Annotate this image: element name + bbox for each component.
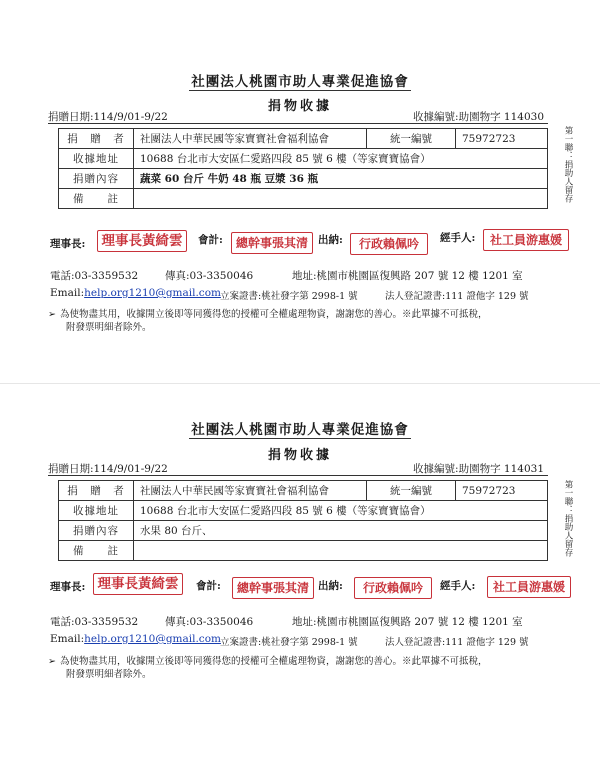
- notice-line-2: 附發票明細者除外。: [66, 669, 152, 680]
- date-value: 114/9/01-9/22: [93, 111, 168, 123]
- handler-seal: 社工員游惠媛: [483, 229, 569, 251]
- address-value: 10688 台北市大安區仁愛路四段 85 號 6 樓（等家寶寶協會）: [134, 149, 548, 169]
- table-row: [59, 521, 548, 541]
- donor-value: 社團法人中華民國等家寶寶社會福利協會: [134, 481, 367, 501]
- address-label: 收據地址: [59, 149, 134, 169]
- notice-line-1: 為使物盡其用，收據開立後即等同獲得您的授權可全權處理物資，謝謝您的善心。※此單據不可抵稅，: [60, 656, 488, 667]
- table-row: [59, 481, 548, 501]
- date-label: 捐贈日期:: [48, 111, 94, 123]
- donation-date: [48, 461, 168, 476]
- table-row: [59, 169, 548, 189]
- copy-note: 第一聯：捐助人留存: [563, 126, 573, 203]
- email-label: Email:: [50, 633, 85, 645]
- phone: 電話:03-3359532: [50, 270, 139, 282]
- tax-id-label: 統一編號: [367, 129, 456, 149]
- legal-registration: 法人登記證書:111 證他字 129 號: [385, 637, 529, 648]
- remark-value: [134, 189, 548, 209]
- header-rule: [48, 123, 548, 124]
- phone: 電話:03-3359532: [50, 616, 139, 628]
- handler-seal: 社工員游惠媛: [487, 576, 571, 598]
- cashier-seal: 行政賴佩吟: [350, 233, 428, 255]
- table-row: [59, 541, 548, 561]
- email-line: [50, 287, 221, 299]
- content-label: 捐贈內容: [59, 521, 134, 541]
- handler-label: 經手人:: [440, 580, 476, 592]
- chair-label: 理事長:: [50, 238, 86, 250]
- donor-label: 捐 贈 者: [59, 129, 134, 149]
- chair-seal: 理事長黃綺雲: [97, 230, 187, 252]
- donation-info-table: [58, 128, 548, 209]
- fax: 傳真:03-3350046: [165, 270, 254, 282]
- table-row: [59, 149, 548, 169]
- accounting-seal: 總幹事張其清: [231, 232, 313, 254]
- receipt-2: [0, 383, 600, 766]
- receipt-number: [413, 109, 544, 124]
- accounting-label: 會計:: [196, 580, 221, 592]
- doc-title: 捐物收據: [267, 448, 332, 463]
- notice: [48, 655, 568, 681]
- doc-title: 捐物收據: [267, 99, 332, 114]
- email-label: Email:: [50, 287, 85, 299]
- receipt-number: [413, 461, 544, 476]
- remark-label: 備 註: [59, 189, 134, 209]
- tax-id-value: 75972723: [456, 129, 548, 149]
- remark-label: 備 註: [59, 541, 134, 561]
- email-link[interactable]: help.org1210@gmail.com: [84, 633, 221, 645]
- office-address: 地址:桃園市桃園區復興路 207 號 12 樓 1201 室: [292, 616, 523, 628]
- legal-registration: 法人登記證書:111 證他字 129 號: [385, 291, 529, 302]
- notice: [48, 308, 568, 334]
- donor-label: 捐 贈 者: [59, 481, 134, 501]
- email-line: [50, 633, 221, 645]
- address-label: 收據地址: [59, 501, 134, 521]
- date-value: 114/9/01-9/22: [93, 463, 168, 475]
- date-label: 捐贈日期:: [48, 463, 94, 475]
- cashier-seal: 行政賴佩吟: [354, 577, 432, 599]
- copy-note: 第一聯：捐助人留存: [563, 480, 573, 557]
- remark-value: [134, 541, 548, 561]
- cashier-label: 出納:: [318, 234, 343, 246]
- receipt-no-value: 助園物字 114031: [458, 463, 544, 475]
- fax: 傳真:03-3350046: [165, 616, 254, 628]
- cashier-label: 出納:: [318, 580, 343, 592]
- accounting-seal: 總幹事張其清: [232, 577, 314, 599]
- chair-seal: 理事長黃綺雲: [93, 573, 183, 595]
- content-label: 捐贈內容: [59, 169, 134, 189]
- arrow-right-icon: ➢: [48, 656, 56, 667]
- registration: 立案證書:桃社發字第 2998-1 號: [220, 291, 358, 302]
- header-rule: [48, 475, 548, 476]
- accounting-label: 會計:: [198, 234, 223, 246]
- table-row: [59, 501, 548, 521]
- org-title: 社團法人桃園市助人專業促進協會: [191, 422, 409, 438]
- org-title: 社團法人桃園市助人專業促進協會: [191, 74, 409, 90]
- donation-info-table: [58, 480, 548, 561]
- handler-label: 經手人:: [440, 232, 476, 244]
- donor-value: 社團法人中華民國等家寶寶社會福利協會: [134, 129, 367, 149]
- address-value: 10688 台北市大安區仁愛路四段 85 號 6 樓（等家寶寶協會）: [134, 501, 548, 521]
- receipt-no-value: 助園物字 114030: [458, 111, 544, 123]
- office-address: 地址:桃園市桃園區復興路 207 號 12 樓 1201 室: [292, 270, 523, 282]
- receipt-no-label: 收據編號:: [413, 463, 459, 475]
- arrow-right-icon: ➢: [48, 309, 56, 320]
- email-link[interactable]: help.org1210@gmail.com: [84, 287, 221, 299]
- notice-line-2: 附發票明細者除外。: [66, 322, 152, 333]
- receipt-no-label: 收據編號:: [413, 111, 459, 123]
- content-value: 水果 80 台斤、: [134, 521, 548, 541]
- chair-label: 理事長:: [50, 581, 86, 593]
- tax-id-label: 統一編號: [367, 481, 456, 501]
- donation-date: [48, 109, 168, 124]
- registration: 立案證書:桃社發字第 2998-1 號: [220, 637, 358, 648]
- table-row: [59, 189, 548, 209]
- table-row: [59, 129, 548, 149]
- tax-id-value: 75972723: [456, 481, 548, 501]
- content-value: 蔬菜 60 台斤 牛奶 48 瓶 豆漿 36 瓶: [134, 169, 548, 189]
- notice-line-1: 為使物盡其用，收據開立後即等同獲得您的授權可全權處理物資，謝謝您的善心。※此單據不可抵稅，: [60, 309, 488, 320]
